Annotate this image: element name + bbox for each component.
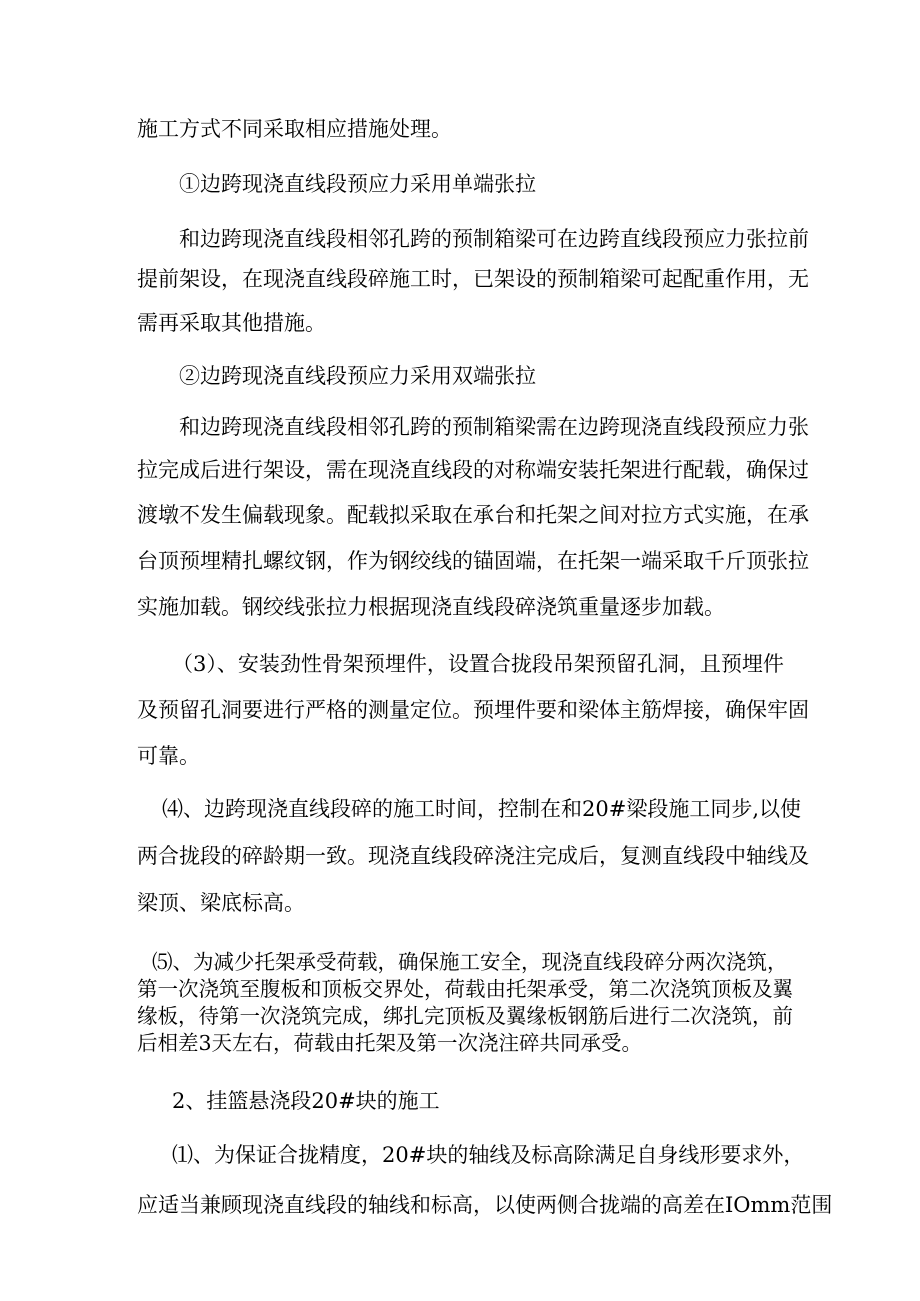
text-line: 缘板，待第一次浇筑完成，绑扎完顶板及翼缘板钢筋后进行二次浇筑，前	[137, 1004, 793, 1028]
text-line: （3）、安装劲性骨架预埋件，设置合拢段吊架预留孔洞，且预埋件	[172, 652, 784, 676]
text-line: 和边跨现浇直线段相邻孔跨的预制箱梁需在边跨现浇直线段预应力张	[179, 415, 809, 439]
text-line: 后相差3天左右，荷载由托架及第一次浇注碎共同承受。	[137, 1031, 643, 1055]
section-heading: ②边跨现浇直线段预应力采用双端张拉	[179, 364, 536, 388]
text-line: 应适当兼顾现浇直线段的轴线和标高，以使两侧合拢端的高差在IOmm范围	[137, 1193, 833, 1217]
text-line: 第一次浇筑至腹板和顶板交界处，荷载由托架承受，第二次浇筑顶板及翼	[137, 977, 793, 1001]
section-heading: ①边跨现浇直线段预应力采用单端张拉	[179, 172, 536, 196]
text-line: 需再采取其他措施。	[137, 311, 326, 335]
text-line: ⑷、边跨现浇直线段碎的施工时间，控制在和20#梁段施工同步,以使	[162, 797, 801, 821]
text-line: 可靠。	[137, 744, 200, 768]
text-line: ⑴、为保证合拢精度，20#块的轴线及标高除满足自身线形要求外，	[172, 1143, 805, 1167]
text-line: 施工方式不同采取相应措施处理。	[137, 117, 452, 141]
text-line: 拉完成后进行架设，需在现浇直线段的对称端安装托架进行配载，确保过	[137, 458, 809, 482]
text-line: 台顶预埋精扎螺纹钢，作为钢绞线的锚固端，在托架一端采取千斤顶张拉	[137, 549, 809, 573]
text-line: 和边跨现浇直线段相邻孔跨的预制箱梁可在边跨直线段预应力张拉前	[179, 227, 809, 251]
text-line: 实施加载。钢绞线张拉力根据现浇直线段碎浇筑重量逐步加载。	[137, 595, 725, 619]
text-line: 梁顶、梁底标高。	[137, 891, 305, 915]
text-line: 渡墩不发生偏载现象。配载拟采取在承台和托架之间对拉方式实施，在承	[137, 503, 809, 527]
text-line: 两合拢段的碎龄期一致。现浇直线段碎浇注完成后，复测直线段中轴线及	[137, 844, 809, 868]
text-line: 提前架设，在现浇直线段碎施工时，已架设的预制箱梁可起配重作用，无	[137, 267, 809, 291]
text-line: ⑸、为减少托架承受荷载，确保施工安全，现浇直线段碎分两次浇筑，	[152, 950, 788, 974]
text-line: 及预留孔洞要进行严格的测量定位。预埋件要和梁体主筋焊接，确保牢固	[137, 698, 809, 722]
section-heading: 2、挂篮悬浇段20#块的施工	[172, 1089, 440, 1113]
